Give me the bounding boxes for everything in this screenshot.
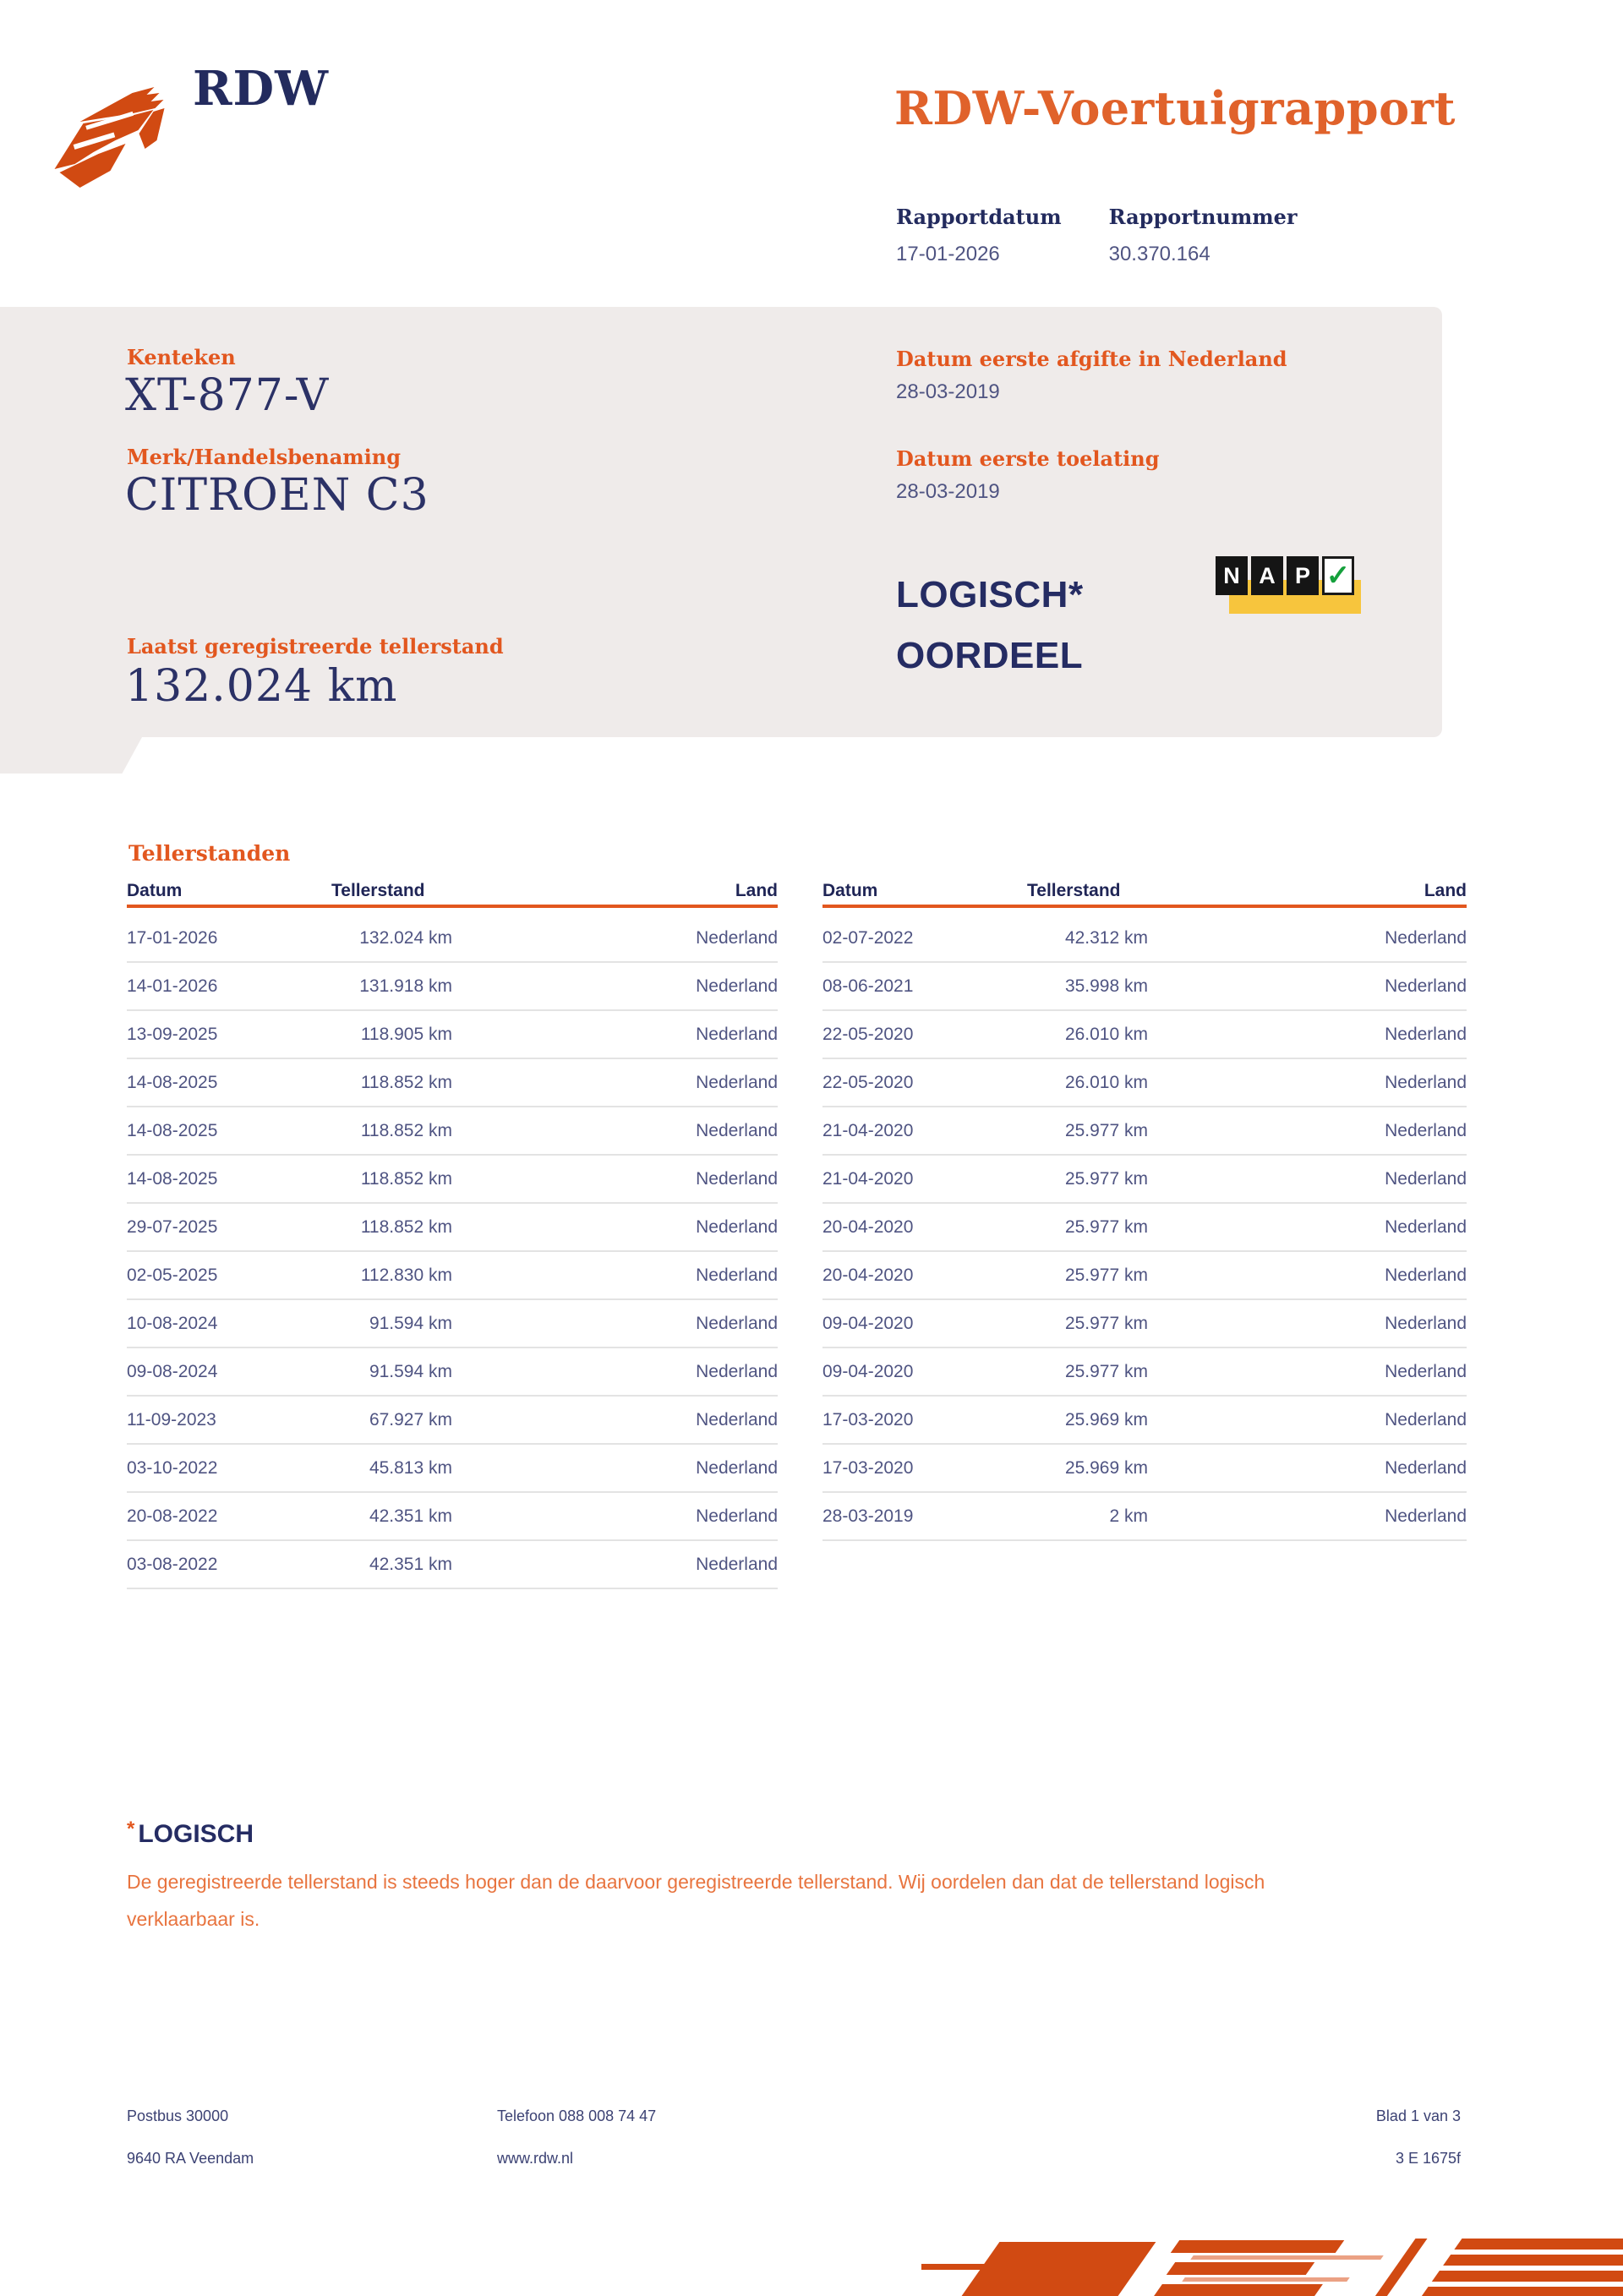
cell-tellerstand: 118.852 km bbox=[360, 1168, 452, 1189]
report-number-label: Rapportnummer bbox=[1108, 205, 1298, 229]
oordeel-line2: OORDEEL bbox=[896, 635, 1084, 676]
cell-datum: 17-03-2020 bbox=[822, 1457, 914, 1478]
cell-land: Nederland bbox=[1385, 1024, 1467, 1044]
vehicle-summary-panel-corner bbox=[0, 737, 142, 774]
page-title: RDW-Voertuigrapport bbox=[894, 81, 1456, 135]
cell-tellerstand: 25.977 km bbox=[1064, 1168, 1148, 1189]
cell-tellerstand: 25.977 km bbox=[1064, 1361, 1148, 1381]
cell-tellerstand: 42.351 km bbox=[369, 1506, 452, 1526]
table-row bbox=[822, 1011, 1467, 1059]
kenteken-value: XT-877-V bbox=[125, 370, 330, 421]
table-row bbox=[127, 1541, 778, 1589]
toelating-value: 28-03-2019 bbox=[896, 480, 1000, 503]
cell-land: Nederland bbox=[696, 1168, 778, 1189]
afgifte-value: 28-03-2019 bbox=[896, 380, 1000, 403]
cell-land: Nederland bbox=[1385, 976, 1467, 996]
cell-datum: 14-08-2025 bbox=[127, 1168, 218, 1189]
cell-tellerstand: 45.813 km bbox=[369, 1457, 452, 1478]
laatste-tellerstand-value: 132.024 km bbox=[125, 661, 398, 712]
cell-datum: 21-04-2020 bbox=[822, 1120, 914, 1140]
cell-datum: 28-03-2019 bbox=[822, 1506, 914, 1526]
table-row bbox=[822, 915, 1467, 963]
cell-land: Nederland bbox=[696, 1361, 778, 1381]
cell-datum: 20-04-2020 bbox=[822, 1265, 914, 1285]
table-row bbox=[822, 1397, 1467, 1445]
report-meta bbox=[896, 205, 1298, 266]
cell-land: Nederland bbox=[696, 976, 778, 996]
table-row bbox=[822, 1252, 1467, 1300]
cell-land: Nederland bbox=[1385, 1313, 1467, 1333]
cell-tellerstand: 25.969 km bbox=[1064, 1457, 1148, 1478]
cell-land: Nederland bbox=[696, 1457, 778, 1478]
table-row bbox=[127, 1397, 778, 1445]
footnote-heading bbox=[127, 1818, 254, 1849]
cell-datum: 21-04-2020 bbox=[822, 1168, 914, 1189]
cell-tellerstand: 118.852 km bbox=[360, 1072, 452, 1092]
cell-datum: 02-07-2022 bbox=[822, 927, 914, 948]
cell-datum: 20-04-2020 bbox=[822, 1216, 914, 1237]
footer-graphic-slash bbox=[1374, 2239, 1427, 2296]
cell-land: Nederland bbox=[696, 1120, 778, 1140]
table-row bbox=[822, 1348, 1467, 1397]
cell-land: Nederland bbox=[1385, 1457, 1467, 1478]
cell-tellerstand: 26.010 km bbox=[1064, 1072, 1148, 1092]
table-row bbox=[127, 915, 778, 963]
cell-tellerstand: 131.918 km bbox=[359, 976, 452, 996]
table-row bbox=[127, 1011, 778, 1059]
cell-datum: 17-03-2020 bbox=[822, 1409, 914, 1430]
cell-datum: 09-08-2024 bbox=[127, 1361, 218, 1381]
cell-tellerstand: 118.905 km bbox=[360, 1024, 452, 1044]
cell-land: Nederland bbox=[696, 1313, 778, 1333]
cell-datum: 17-01-2026 bbox=[127, 927, 218, 948]
report-date-block bbox=[896, 205, 1062, 266]
col-header-datum: Datum bbox=[822, 881, 878, 900]
footnote-heading-text: LOGISCH bbox=[138, 1820, 254, 1848]
cell-tellerstand: 132.024 km bbox=[359, 927, 452, 948]
col-header-land: Land bbox=[1424, 881, 1467, 900]
table-row bbox=[127, 1204, 778, 1252]
table-row bbox=[127, 1252, 778, 1300]
cell-datum: 14-08-2025 bbox=[127, 1120, 218, 1140]
tellerstanden-heading: Tellerstanden bbox=[128, 841, 291, 866]
table-row bbox=[127, 1156, 778, 1204]
table-row bbox=[127, 1445, 778, 1493]
footer-graphic-stripe bbox=[1154, 2284, 1323, 2296]
table-row bbox=[127, 1300, 778, 1348]
cell-land: Nederland bbox=[696, 1554, 778, 1574]
cell-tellerstand: 25.977 km bbox=[1064, 1265, 1148, 1285]
footer-graphic bbox=[921, 2227, 1623, 2296]
footer-page-indicator: Blad 1 van 3 bbox=[1375, 2107, 1461, 2124]
footer-page-info bbox=[1376, 2095, 1461, 2179]
laatste-tellerstand-label: Laatst geregistreerde tellerstand bbox=[127, 634, 504, 659]
cell-datum: 14-08-2025 bbox=[127, 1072, 218, 1092]
table-row bbox=[822, 1445, 1467, 1493]
tellerstanden-table-left bbox=[127, 871, 778, 1589]
cell-datum: 03-10-2022 bbox=[127, 1457, 218, 1478]
cell-land: Nederland bbox=[696, 1072, 778, 1092]
footer-graphic-stripe bbox=[1167, 2262, 1315, 2275]
rdw-wordmark: RDW bbox=[193, 61, 329, 117]
cell-land: Nederland bbox=[1385, 1120, 1467, 1140]
footer-city: 9640 RA Veendam bbox=[127, 2150, 254, 2167]
cell-land: Nederland bbox=[696, 1265, 778, 1285]
merk-value: CITROEN C3 bbox=[125, 470, 429, 521]
footer-postbus: Postbus 30000 bbox=[127, 2107, 229, 2124]
nap-tile-n: N bbox=[1216, 556, 1248, 595]
cell-datum: 09-04-2020 bbox=[822, 1361, 914, 1381]
cell-land: Nederland bbox=[696, 927, 778, 948]
footer-website: www.rdw.nl bbox=[497, 2150, 574, 2167]
cell-tellerstand: 26.010 km bbox=[1064, 1024, 1148, 1044]
footer-contact bbox=[497, 2095, 656, 2179]
cell-datum: 02-05-2025 bbox=[127, 1265, 218, 1285]
cell-tellerstand: 67.927 km bbox=[369, 1409, 452, 1430]
report-date-label: Rapportdatum bbox=[896, 205, 1062, 229]
merk-label: Merk/Handelsbenaming bbox=[127, 445, 402, 469]
footer-form-code: 3 E 1675f bbox=[1395, 2150, 1461, 2167]
nap-tile-a: A bbox=[1251, 556, 1283, 595]
cell-land: Nederland bbox=[696, 1506, 778, 1526]
table-header bbox=[127, 871, 778, 908]
cell-land: Nederland bbox=[1385, 1409, 1467, 1430]
cell-tellerstand: 112.830 km bbox=[360, 1265, 452, 1285]
table-rows bbox=[127, 915, 778, 1589]
cell-datum: 13-09-2025 bbox=[127, 1024, 218, 1044]
oordeel-verdict bbox=[896, 565, 1084, 686]
cell-land: Nederland bbox=[696, 1024, 778, 1044]
report-number-block bbox=[1109, 205, 1298, 266]
cell-datum: 20-08-2022 bbox=[127, 1506, 218, 1526]
nap-checkmark-icon: ✓ bbox=[1322, 556, 1354, 595]
cell-tellerstand: 42.312 km bbox=[1064, 927, 1148, 948]
oordeel-line1: LOGISCH* bbox=[896, 574, 1084, 615]
cell-tellerstand: 91.594 km bbox=[369, 1313, 452, 1333]
table-row bbox=[822, 1300, 1467, 1348]
report-date-value: 17-01-2026 bbox=[896, 243, 1000, 265]
nap-logo-tiles bbox=[1216, 556, 1354, 595]
cell-tellerstand: 2 km bbox=[1109, 1506, 1148, 1526]
table-header bbox=[822, 871, 1467, 908]
toelating-label: Datum eerste toelating bbox=[896, 446, 1160, 471]
table-row bbox=[127, 1059, 778, 1107]
cell-land: Nederland bbox=[1385, 1361, 1467, 1381]
col-header-land: Land bbox=[735, 881, 778, 900]
table-row bbox=[822, 1107, 1467, 1156]
cell-datum: 22-05-2020 bbox=[822, 1072, 914, 1092]
cell-tellerstand: 25.969 km bbox=[1064, 1409, 1148, 1430]
cell-datum: 03-08-2022 bbox=[127, 1554, 218, 1574]
cell-land: Nederland bbox=[1385, 927, 1467, 948]
cell-tellerstand: 25.977 km bbox=[1064, 1313, 1148, 1333]
cell-tellerstand: 118.852 km bbox=[360, 1216, 452, 1237]
cell-datum: 29-07-2025 bbox=[127, 1216, 218, 1237]
cell-land: Nederland bbox=[1385, 1072, 1467, 1092]
cell-tellerstand: 91.594 km bbox=[369, 1361, 452, 1381]
cell-datum: 14-01-2026 bbox=[127, 976, 218, 996]
table-row bbox=[822, 1059, 1467, 1107]
cell-land: Nederland bbox=[696, 1216, 778, 1237]
col-header-datum: Datum bbox=[127, 881, 183, 900]
cell-datum: 22-05-2020 bbox=[822, 1024, 914, 1044]
table-row bbox=[822, 963, 1467, 1011]
rdw-eagle-logo bbox=[49, 66, 189, 201]
nap-tile-p: P bbox=[1287, 556, 1319, 595]
cell-land: Nederland bbox=[1385, 1216, 1467, 1237]
cell-datum: 08-06-2021 bbox=[822, 976, 914, 996]
table-row bbox=[127, 1348, 778, 1397]
cell-land: Nederland bbox=[696, 1409, 778, 1430]
footer-graphic-stripe bbox=[1182, 2277, 1350, 2282]
cell-land: Nederland bbox=[1385, 1265, 1467, 1285]
footer-graphic-stripe bbox=[1190, 2255, 1384, 2260]
table-row bbox=[822, 1493, 1467, 1541]
cell-tellerstand: 118.852 km bbox=[360, 1120, 452, 1140]
footer-address bbox=[127, 2095, 254, 2179]
cell-land: Nederland bbox=[1385, 1168, 1467, 1189]
footnote-asterisk: * bbox=[127, 1818, 135, 1840]
cell-datum: 10-08-2024 bbox=[127, 1313, 218, 1333]
cell-datum: 11-09-2023 bbox=[127, 1409, 216, 1430]
nap-logo bbox=[1216, 556, 1364, 624]
cell-tellerstand: 25.977 km bbox=[1064, 1216, 1148, 1237]
report-number-value: 30.370.164 bbox=[1108, 243, 1210, 265]
cell-tellerstand: 25.977 km bbox=[1064, 1120, 1148, 1140]
cell-tellerstand: 35.998 km bbox=[1064, 976, 1148, 996]
cell-land: Nederland bbox=[1385, 1506, 1467, 1526]
footnote-explanation: De geregistreerde tellerstand is steeds hoger dan de daarvoor geregistreerde tellerstand. Wij oordelen dan dat de tellerstand logisch verklaarbaar is. bbox=[127, 1871, 1265, 1930]
table-row bbox=[822, 1156, 1467, 1204]
table-row bbox=[127, 1493, 778, 1541]
footer-phone: Telefoon 088 008 74 47 bbox=[497, 2107, 657, 2124]
afgifte-label: Datum eerste afgifte in Nederland bbox=[896, 347, 1287, 371]
cell-tellerstand: 42.351 km bbox=[369, 1554, 452, 1574]
cell-datum: 09-04-2020 bbox=[822, 1313, 914, 1333]
footer-graphic-block bbox=[962, 2242, 1156, 2296]
footer-graphic-stripe bbox=[1171, 2240, 1345, 2253]
table-row bbox=[127, 963, 778, 1011]
table-row bbox=[822, 1204, 1467, 1252]
footer-graphic-striped-block bbox=[1420, 2239, 1623, 2296]
table-rows bbox=[822, 915, 1467, 1541]
kenteken-label: Kenteken bbox=[127, 345, 236, 369]
table-row bbox=[127, 1107, 778, 1156]
col-header-tellerstand: Tellerstand bbox=[331, 881, 425, 900]
col-header-tellerstand: Tellerstand bbox=[1027, 881, 1121, 900]
tellerstanden-table-right bbox=[822, 871, 1467, 1541]
